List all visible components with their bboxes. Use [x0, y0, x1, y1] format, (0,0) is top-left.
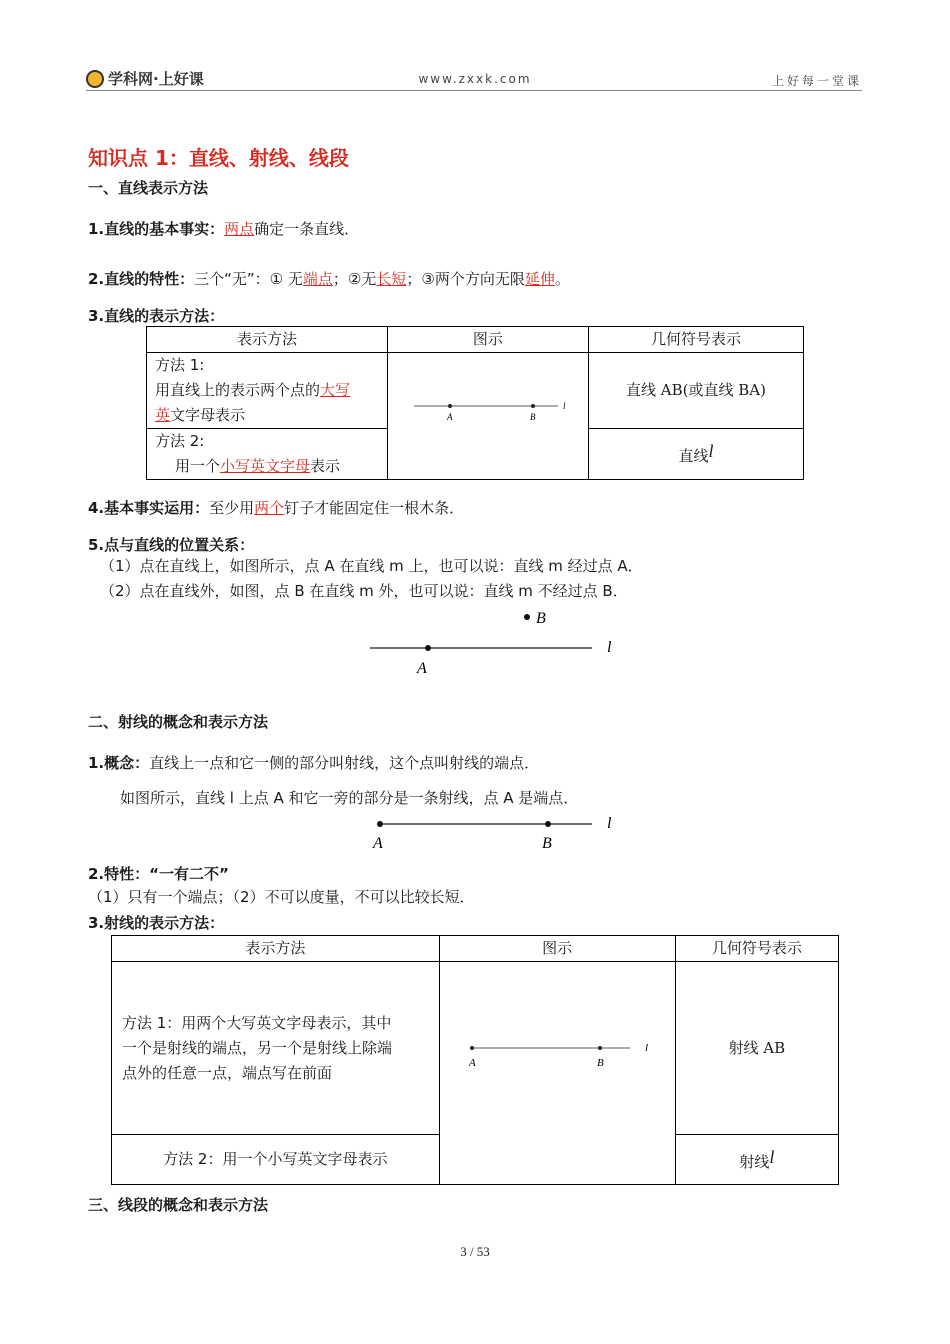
symbol2-cell: 直线l: [588, 429, 803, 480]
point-a: [425, 645, 431, 651]
s1-item5-label: 5.点与直线的位置关系：: [88, 536, 255, 554]
header-slogan: 上好每一堂课: [771, 74, 862, 88]
table-header: 几何符号表示: [588, 327, 803, 353]
s2-item3-label: 3.射线的表示方法：: [88, 914, 225, 932]
symbol2-cell: 射线l: [675, 1135, 838, 1185]
ray-figure-cell: [439, 962, 675, 1185]
label-l: l: [607, 639, 612, 656]
method2-cell: 方法 2：用一个小写英文字母表示: [112, 1135, 440, 1185]
s2-item2-line: （1）只有一个端点；（2）不可以度量，不可以比较长短．: [88, 888, 475, 906]
point-a: [377, 821, 383, 827]
s1-item5-line1: （1）点在直线上，如图所示，点 A 在直线 m 上，也可以说：直线 m 经过点 A．: [100, 557, 643, 575]
key-two-points: 两点: [224, 220, 255, 238]
point-a: [470, 1046, 474, 1050]
header-divider: [86, 90, 862, 91]
s1-item4: 4.基本事实运用：至少用两个钉子才能固定住一根木条．: [88, 499, 465, 517]
table-header: 表示方法: [147, 327, 388, 353]
s1-item1: 1.直线的基本事实：两点确定一条直线．: [88, 220, 360, 238]
point-b: [545, 821, 551, 827]
section3-heading: 三、线段的概念和表示方法: [88, 1196, 269, 1214]
logo-text: 学科网·上好课: [108, 70, 204, 88]
method1-cell: 方法 1：用两个大写英文字母表示，其中 一个是射线的端点，另一个是射线上除端 点外的任意一点，端点写在前面: [112, 962, 440, 1135]
label-b: B: [529, 412, 536, 422]
s2-example: 如图所示，直线 l 上点 A 和它一旁的部分是一条射线，点 A 是端点．: [120, 789, 579, 807]
site-url: www.zxxk.com: [418, 72, 532, 86]
point-b: [598, 1046, 602, 1050]
section2-heading: 二、射线的概念和表示方法: [88, 713, 269, 731]
table-header: 表示方法: [112, 936, 440, 962]
s1-item2: 2.直线的特性：三个“无”：① 无端点；②无长短；③两个方向无限延伸。: [88, 270, 570, 288]
table-header: 图示: [387, 327, 588, 353]
table-header: 图示: [439, 936, 675, 962]
line-notation-table: [146, 326, 804, 480]
label-a: A: [373, 835, 383, 852]
table-header: 几何符号表示: [675, 936, 838, 962]
method2-cell: 方法 2: 用一个小写英文字母表示: [147, 429, 388, 480]
s2-item1: 1.概念：直线上一点和它一侧的部分叫射线，这个点叫射线的端点．: [88, 754, 540, 772]
label-l: l: [607, 815, 612, 832]
label-b: B: [536, 610, 546, 627]
s1-item3-label: 3.直线的表示方法：: [88, 307, 225, 325]
method1-cell: 方法 1: 用直线上的表示两个点的大写 英文字母表示: [147, 353, 388, 429]
s1-item5-line2: （2）点在直线外，如图，点 B 在直线 m 外，也可以说：直线 m 不经过点 B．: [100, 582, 628, 600]
point-line-figure: [360, 600, 630, 680]
label-l: l: [644, 1041, 648, 1054]
page-title: 知识点 1：直线、射线、线段: [88, 146, 349, 170]
label-b: B: [542, 835, 552, 852]
label-a: A: [446, 412, 453, 422]
line-figure-cell: [387, 353, 588, 480]
point-b: [531, 404, 535, 408]
label-l: l: [562, 401, 566, 411]
label-b: B: [596, 1056, 604, 1069]
label-a: A: [468, 1056, 476, 1069]
symbol1-cell: 射线 AB: [675, 962, 838, 1135]
line-figure: [388, 392, 588, 432]
page-number: 3 / 53: [460, 1244, 490, 1259]
s2-item2: 2.特性：“一有二不”: [88, 865, 229, 883]
point-a: [448, 404, 452, 408]
section1-heading: 一、直线表示方法: [88, 179, 209, 197]
symbol1-cell: 直线 AB(或直线 BA): [588, 353, 803, 429]
ray-table-figure: [440, 1028, 675, 1078]
point-b: [524, 614, 530, 620]
ray-figure: [360, 808, 630, 856]
ray-notation-table: [111, 935, 839, 1185]
label-a: A: [417, 660, 427, 677]
